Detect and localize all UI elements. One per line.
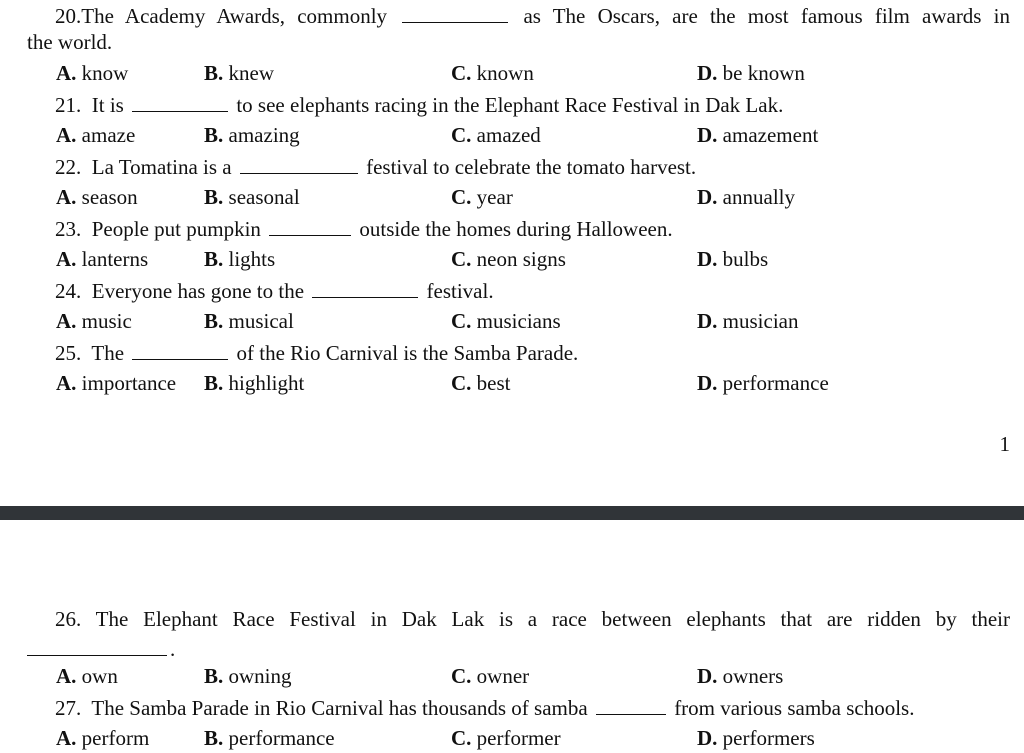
question-text-after: .	[170, 637, 176, 661]
options-22	[0, 182, 1024, 212]
question-22	[0, 151, 1024, 181]
options-23	[0, 244, 1024, 274]
question-text-after: from various samba schools.	[674, 696, 915, 720]
options-21	[0, 120, 1024, 150]
answer-blank	[596, 692, 666, 715]
question-text-after: outside the homes during Halloween.	[359, 217, 673, 241]
question-number: 26.	[55, 607, 82, 631]
option-c: C. best	[451, 371, 511, 395]
question-21	[0, 89, 1024, 119]
option-c: C. owner	[451, 664, 530, 688]
question-24	[0, 275, 1024, 305]
question-text-before: The Elephant Race Festival in Dak Lak is a race between elephants that are ridden by their	[95, 607, 1010, 631]
page-number: 1	[999, 432, 1010, 456]
question-number: 27.	[55, 696, 82, 720]
page-2	[0, 520, 1024, 752]
page-divider	[0, 506, 1024, 520]
options-20	[0, 58, 1024, 88]
question-number: 23.	[55, 217, 82, 241]
question-text-before: La Tomatina is a	[91, 155, 232, 179]
option-a: A. own	[56, 664, 118, 688]
options-24	[0, 306, 1024, 336]
question-text-after: festival to celebrate the tomato harvest.	[366, 155, 697, 179]
question-number: 24.	[55, 279, 82, 303]
option-d: D. amazement	[697, 123, 819, 147]
answer-blank	[240, 151, 358, 174]
option-c: C. year	[451, 185, 513, 209]
question-text-before: People put pumpkin	[91, 217, 261, 241]
option-d: D. musician	[697, 309, 799, 333]
option-d: D. bulbs	[697, 247, 769, 271]
question-number: 20.	[55, 4, 82, 28]
option-c: C. known	[451, 61, 534, 85]
option-b: B. owning	[204, 664, 292, 688]
option-a: A. season	[56, 185, 138, 209]
option-c: C. performer	[451, 726, 561, 750]
option-a: A. amaze	[56, 123, 136, 147]
question-text-continuation: the world.	[27, 30, 113, 54]
question-text-before: The	[91, 341, 125, 365]
question-text-before: It is	[91, 93, 124, 117]
question-number: 21.	[55, 93, 82, 117]
option-b: B. amazing	[204, 123, 300, 147]
question-text-before: The Samba Parade in Rio Carnival has thousands of samba	[91, 696, 588, 720]
question-20-continuation	[0, 27, 1024, 57]
option-b: B. performance	[204, 726, 335, 750]
option-d: D. annually	[697, 185, 795, 209]
option-c: C. musicians	[451, 309, 561, 333]
options-27	[0, 723, 1024, 753]
answer-blank	[132, 337, 228, 360]
option-d: D. performers	[697, 726, 815, 750]
question-number: 25.	[55, 341, 82, 365]
answer-blank	[402, 0, 508, 23]
options-25	[0, 368, 1024, 398]
answer-blank	[269, 213, 351, 236]
answer-blank	[27, 633, 167, 656]
option-d: D. performance	[697, 371, 829, 395]
question-text-after: of the Rio Carnival is the Samba Parade.	[236, 341, 579, 365]
question-26	[0, 604, 1024, 634]
options-26	[0, 661, 1024, 691]
option-a: A. importance	[56, 371, 177, 395]
question-25	[0, 337, 1024, 367]
question-text-after: festival.	[426, 279, 494, 303]
option-a: A. know	[56, 61, 129, 85]
option-a: A. perform	[56, 726, 150, 750]
option-c: C. neon signs	[451, 247, 566, 271]
option-d: D. be known	[697, 61, 805, 85]
question-23	[0, 213, 1024, 243]
option-b: B. knew	[204, 61, 275, 85]
option-b: B. musical	[204, 309, 294, 333]
question-27	[0, 692, 1024, 722]
option-c: C. amazed	[451, 123, 541, 147]
answer-blank	[312, 275, 418, 298]
question-number: 22.	[55, 155, 82, 179]
question-26-continuation	[0, 633, 1024, 663]
question-text-after: to see elephants racing in the Elephant Race Festival in Dak Lak.	[236, 93, 784, 117]
option-b: B. lights	[204, 247, 276, 271]
question-text-before: Everyone has gone to the	[91, 279, 305, 303]
option-a: A. music	[56, 309, 132, 333]
option-b: B. seasonal	[204, 185, 300, 209]
option-d: D. owners	[697, 664, 784, 688]
option-b: B. highlight	[204, 371, 305, 395]
answer-blank	[132, 89, 228, 112]
option-a: A. lanterns	[56, 247, 149, 271]
question-text-before: The Academy Awards, commonly	[81, 4, 388, 28]
question-text-after: as The Oscars, are the most famous film awards in	[523, 4, 1010, 28]
question-20	[0, 0, 1024, 30]
